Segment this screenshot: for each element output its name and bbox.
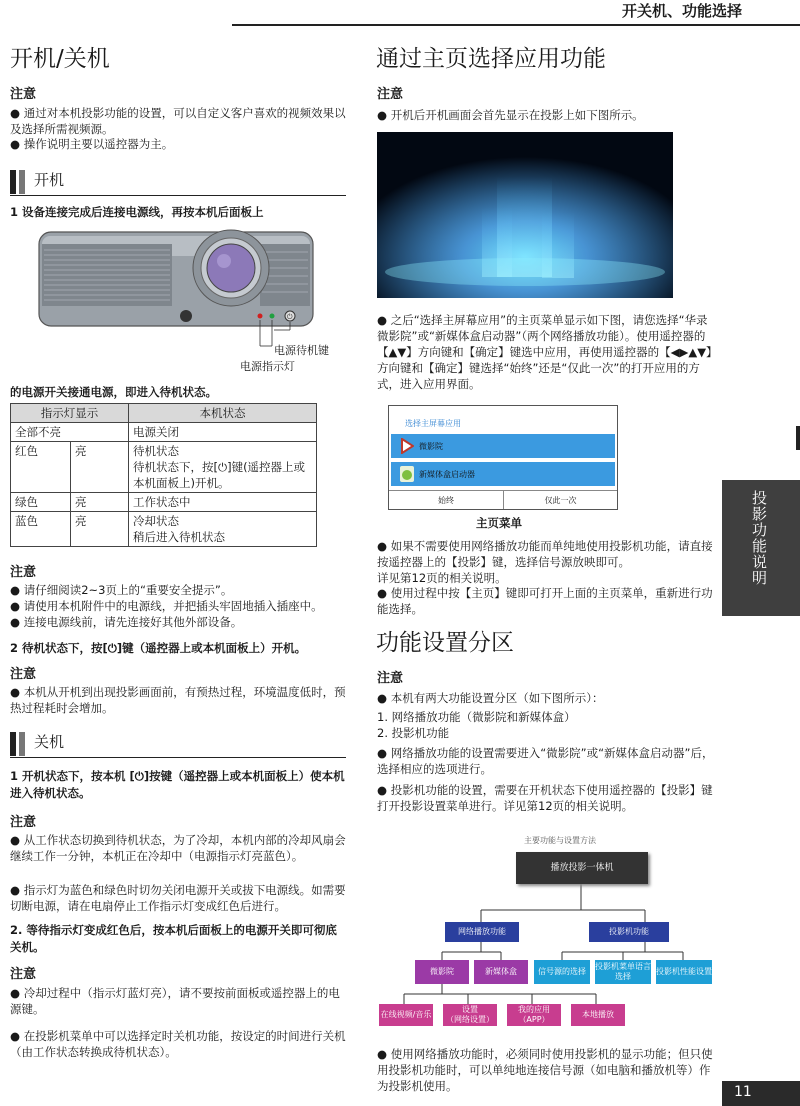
table-row: [11, 423, 317, 442]
note-item: ● 连接电源线前，请先连接好其他外部设备。: [10, 615, 243, 629]
chart-node-performance: 投影机性能设置: [656, 960, 712, 984]
chart-node-signal: 信号源的选择: [534, 960, 590, 984]
section-title: 开机: [34, 171, 65, 189]
table-cell: 红色: [11, 442, 71, 493]
paragraph: ● 使用过程中按【主页】键即可打开上面的主页菜单，重新进行功能选择。: [377, 586, 713, 616]
always-button[interactable]: 始终: [389, 490, 503, 509]
just-once-button[interactable]: 仅此一次: [503, 490, 617, 509]
step-text: 的电源开关接通电源，即进入待机状态。: [10, 385, 217, 399]
chart-node-root: 播放投影一体机: [516, 852, 648, 884]
menu-item-cinema[interactable]: [391, 434, 615, 458]
note-label: 注意: [10, 87, 37, 102]
table-cell: 亮: [71, 512, 129, 547]
section-title: 关机: [34, 733, 65, 751]
svg-text:⏻: ⏻: [287, 313, 293, 321]
note-item: ● 操作说明主要以遥控器为主。: [10, 137, 174, 151]
note-item: ● 冷却过程中（指示灯蓝灯亮），请不要按前面板或遥控器上的电源键。: [10, 986, 340, 1016]
note-item: ● 请使用本机附件中的电源线，并把插头牢固地插入插座中。: [10, 599, 323, 613]
menu-item-label: 微影院: [419, 442, 443, 451]
table-cell: 绿色: [11, 493, 71, 512]
play-icon: [400, 438, 414, 454]
chapter-side-tab-label: 投影功能说明: [750, 490, 768, 586]
table-row: [11, 442, 317, 493]
paragraph: ● 如果不需要使用网络播放功能而单纯地使用投影机功能，请直接按遥控器上的【投影】键，选择信号源放映即可。 详见第12页的相关说明。: [377, 539, 713, 585]
page-title-home: 通过主页选择应用功能: [376, 46, 606, 72]
note-item: ● 在投影机菜单中可以选择定时关机功能，按设定的时间进行关机（由工作状态转换成待机状态）。: [10, 1029, 346, 1059]
table-cell: 待机状态 待机状态下，按[⏻]键(遥控器上或本机面板上)开机。: [129, 442, 317, 493]
android-app-icon: [399, 465, 415, 483]
callout-standby-key: 电源待机键: [274, 344, 329, 357]
note-item: 2. 投影机功能: [377, 726, 450, 740]
chart-node-net: 网络播放功能: [445, 922, 519, 942]
edge-marker: [796, 426, 800, 450]
paragraph: ● 网络播放功能的设置需要进入“微影院”或“新媒体盒启动器”后，选择相应的选项进行。: [377, 746, 714, 776]
chart-node-projector: 投影机功能: [589, 922, 669, 942]
step-text: 2. 等待指示灯变成红色后，按本机后面板上的电源开关即可彻底关机。: [10, 923, 337, 954]
note-label: 注意: [10, 815, 37, 830]
note-item: ● 本机从开机到出现投影画面前，有预热过程，环境温度低时，预热过程耗时会增加。: [10, 685, 346, 715]
note-label: 注意: [377, 87, 404, 102]
paragraph: ● 使用网络播放功能时，必须同时使用投影机的显示功能；但只使用投影机功能时，可以单纯地连接信号源（如电脑和播放机等）作为投影机使用。: [377, 1047, 713, 1093]
page-number: 11: [734, 1084, 752, 1100]
chart-node-online: 在线视频/音乐: [379, 1004, 433, 1026]
table-cell: 冷却状态 稍后进入待机状态: [129, 512, 317, 547]
chart-node-local: 本地播放: [571, 1004, 625, 1026]
table-header: 指示灯显示: [11, 404, 129, 423]
section-header-poweroff: [10, 730, 346, 758]
table-cell: 蓝色: [11, 512, 71, 547]
header-title: 开关机、功能选择: [621, 2, 742, 20]
table-row: [11, 512, 317, 547]
note-item: ● 指示灯为蓝色和绿色时切勿关闭电源开关或拔下电源线。如需要切断电源，请在电扇停止工作指示灯变成红色后进行。: [10, 883, 346, 913]
menu-title: 选择主屏幕应用: [405, 419, 461, 428]
section-header-poweron: [10, 168, 346, 196]
note-item: ● 通过对本机投影功能的设置，可以自定义客户喜欢的视频效果以及选择所需视频源。: [10, 106, 346, 136]
page-number-box: [722, 1081, 800, 1106]
paragraph: ● 之后“选择主屏幕应用”的主页菜单显示如下图，请您选择“华录微影院”或“新媒体盒启动器”（两个网络播放功能）。使用遥控器的【▲▼】方向键和【确定】键选中应用，再使用遥控器的【◀▶▲▼】方向键和【确定】键选择“始终”还是“仅此一次”的打开应用的方式，进入应用界面。: [377, 313, 712, 391]
section-title-function-zones: 功能设置分区: [376, 630, 514, 656]
note-item: ● 请仔细阅读2~3页上的“重要安全提示”。: [10, 583, 233, 597]
note-label: 注意: [10, 667, 37, 682]
note-item: 1. 网络播放功能（微影院和新媒体盒）: [377, 710, 576, 724]
note-label: 注意: [10, 967, 37, 982]
table-cell: 工作状态中: [129, 493, 317, 512]
table-cell: 电源关闭: [129, 423, 317, 442]
chart-node-myapp: 我的应用 （APP）: [507, 1004, 561, 1026]
note-item: ● 开机后开机画面会首先显示在投影上如下图所示。: [377, 108, 644, 122]
chart-node-cinema: 微影院: [415, 960, 469, 984]
chapter-side-tab: [722, 480, 800, 616]
note-label: 注意: [377, 671, 404, 686]
chart-node-mediabox: 新媒体盒: [474, 960, 528, 984]
chart-node-menu-language: 投影机菜单语言选择: [595, 960, 651, 984]
table-header: 本机状态: [129, 404, 317, 423]
table-cell: 亮: [71, 442, 129, 493]
header-rule: [232, 24, 800, 26]
table-row: [11, 493, 317, 512]
callout-indicator-light: 电源指示灯: [240, 360, 295, 373]
menu-caption: 主页菜单: [476, 516, 522, 530]
table-cell: 全部不亮: [11, 423, 129, 442]
page-title-power: 开机/关机: [10, 46, 110, 72]
home-menu-image: [388, 405, 618, 510]
function-chart: [377, 832, 717, 1032]
table-cell: 亮: [71, 493, 129, 512]
note-item: ● 从工作状态切换到待机状态，为了冷却，本机内部的冷却风扇会继续工作一分钟，本机正在冷却中（电源指示灯亮蓝色）。: [10, 833, 346, 863]
menu-item-label: 新媒体盒启动器: [419, 470, 475, 479]
note-item: ● 本机有两大功能设置分区（如下图所示）：: [377, 691, 604, 705]
menu-item-mediabox[interactable]: [391, 462, 615, 486]
chart-node-settings: 设置 （网络设置）: [443, 1004, 497, 1026]
chart-title: 主要功能与设置方法: [524, 836, 596, 845]
step-text: 1 开机状态下，按本机 [⏻]按键（遥控器上或本机面板上）使本机进入待机状态。: [10, 769, 345, 800]
step-text: 2 待机状态下，按[⏻]键（遥控器上或本机面板上）开机。: [10, 641, 307, 655]
boot-screen-image: [377, 132, 673, 298]
table-header-row: [11, 404, 317, 423]
step-text: 1 设备连接完成后连接电源线，再按本机后面板上: [10, 205, 264, 219]
paragraph: ● 投影机功能的设置，需要在开机状态下使用遥控器的【投影】键打开投影设置菜单进行。详见第12页的相关说明。: [377, 783, 713, 813]
indicator-status-table: [10, 403, 317, 547]
note-label: 注意: [10, 565, 37, 580]
